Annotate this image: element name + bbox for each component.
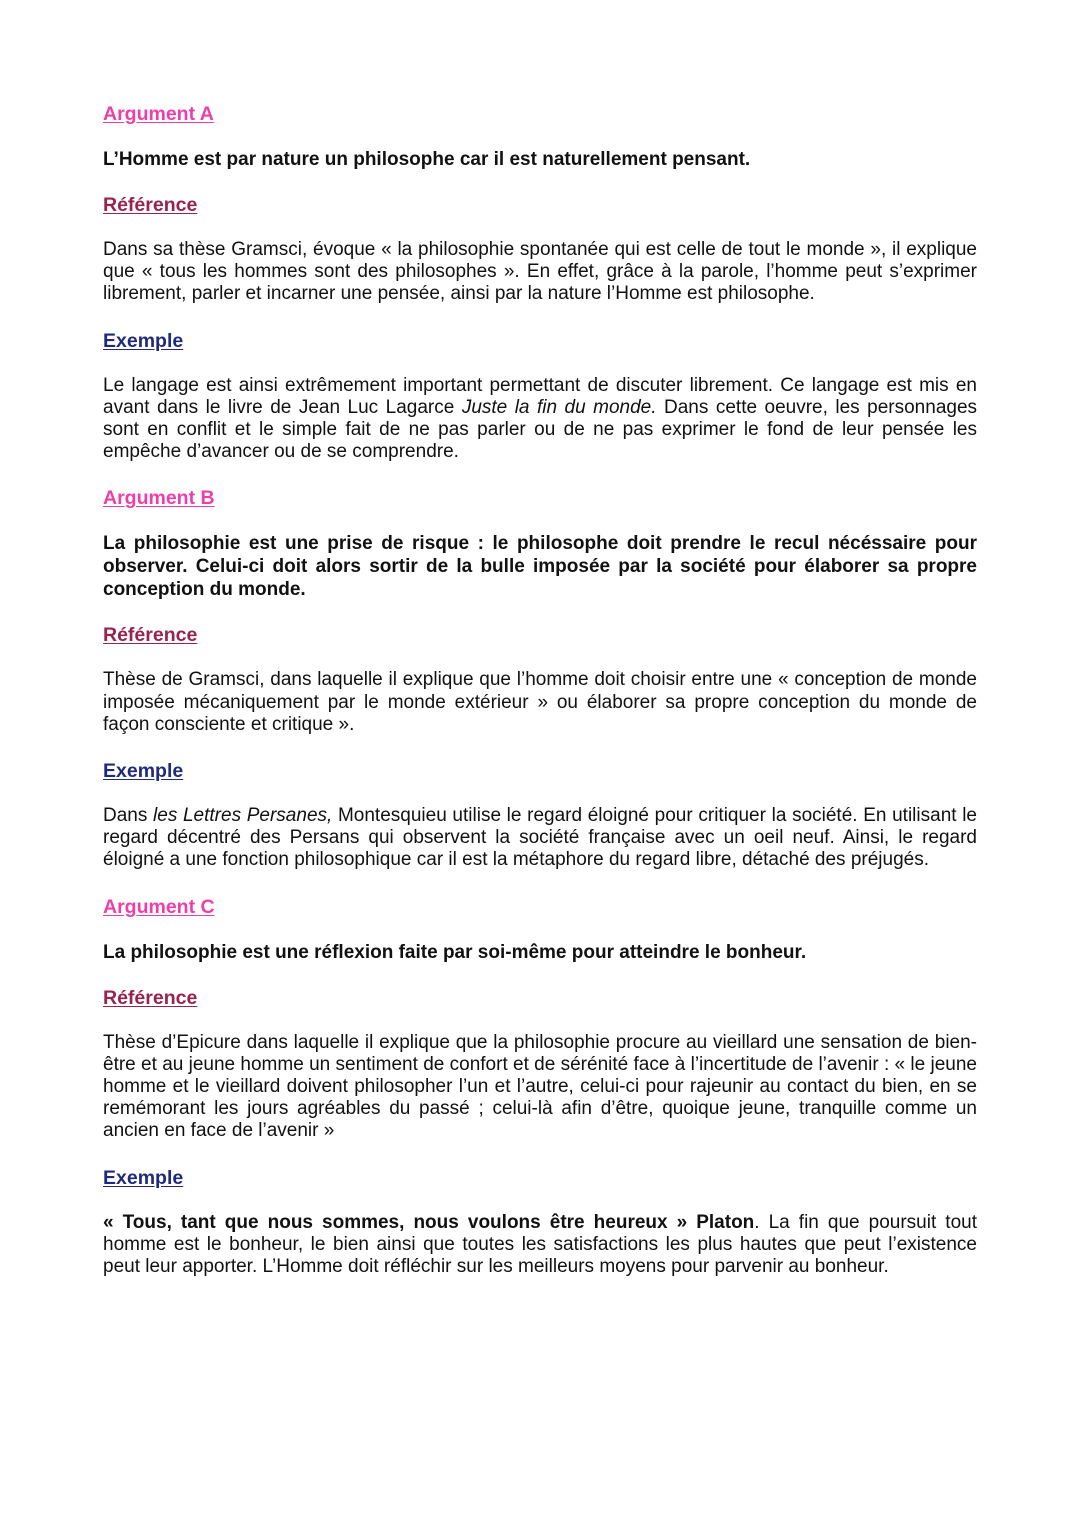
reference-heading: Référence bbox=[103, 624, 198, 647]
example-text bbox=[103, 805, 977, 872]
example-quote-author: Platon bbox=[696, 1211, 755, 1233]
argument-thesis: La philosophie est une prise de risque : le philosophe doit prendre le recul nécéssaire pour observer. Celui-ci doit alors sortir de la bulle imposée par la société pour élaborer sa propre conception du monde. bbox=[103, 533, 977, 601]
argument-heading: Argument A bbox=[103, 103, 214, 125]
example-text-after: Montesquieu utilise le regard éloigné pour critiquer la société. En utilisant le regard décentré des Persans qui observent la société française avec un oeil neuf. Ainsi, le regard éloigné a une fonction philosophique car il est la métaphore du regard libre, détaché des préjugés. bbox=[103, 805, 977, 871]
section-argument-c bbox=[103, 895, 977, 1279]
section-argument-b bbox=[103, 486, 977, 894]
example-book-title: Juste la fin du monde. bbox=[461, 396, 657, 418]
example-text-after: . La fin que poursuit tout homme est le bonheur, le bien ainsi que toutes les satisfactions les plus hautes que peut l’existence peut leur apporter. L’Homme doit réfléchir sur les meilleurs moyens pour parvenir au bonheur. bbox=[103, 1211, 977, 1278]
example-text-after: Dans cette oeuvre, les personnages sont en conflit et le simple fait de ne pas parler ou de ne pas exprimer le fond de leur pensée les empêche d’avancer ou de se comprendre. bbox=[103, 396, 978, 463]
reference-heading: Référence bbox=[103, 986, 198, 1009]
argument-heading: Argument C bbox=[103, 895, 215, 918]
reference-text: Thèse d’Epicure dans laquelle il explique que la philosophie procure au vieillard une sensation de bien-être et au jeune homme un sentiment de confort et de sérénité face à l’incertitude de l’avenir : « le jeune homme et le vieillard doivent philosopher l’un et l’autre, celui-ci pour rajeunir au contact du bien, en se remémorant les jours agréables du passé ; celui-là afin d’être, quoique jeune, tranquille comme un ancien en face de l’avenir » bbox=[103, 1031, 977, 1142]
argument-heading: Argument B bbox=[103, 487, 215, 510]
example-text bbox=[103, 375, 977, 464]
example-book-title: les Lettres Persanes, bbox=[153, 805, 333, 827]
section-argument-a bbox=[103, 102, 977, 486]
example-heading: Exemple bbox=[103, 1166, 184, 1189]
reference-heading: Référence bbox=[103, 194, 198, 216]
example-heading: Exemple bbox=[103, 760, 184, 783]
example-quote: « Tous, tant que nous sommes, nous voulons être heureux » bbox=[103, 1211, 688, 1233]
example-text-before: Dans bbox=[103, 805, 154, 827]
argument-thesis: L’Homme est par nature un philosophe car il est naturellement pensant. bbox=[103, 149, 751, 170]
document-page bbox=[103, 102, 977, 1278]
example-text bbox=[103, 1212, 977, 1279]
example-text-before: Le langage est ainsi extrêmement important permettant de discuter librement. Ce langage est mis en avant dans le livre de Jean Luc Lagarce bbox=[103, 374, 977, 418]
reference-text: Thèse de Gramsci, dans laquelle il explique que l’homme doit choisir entre une « conception de monde imposée mécaniquement par le monde extérieur » ou élaborer sa propre conception du monde de façon consciente et critique ». bbox=[103, 669, 977, 735]
argument-thesis: La philosophie est une réflexion faite par soi-même pour atteindre le bonheur. bbox=[103, 941, 807, 963]
reference-text: Dans sa thèse Gramsci, évoque « la philosophie spontanée qui est celle de tout le monde », il explique que « tous les hommes sont des philosophes ». En effet, grâce à la parole, l’homme peut s’exprimer librement, parler et incarner une pensée, ainsi par la nature l’Homme est philosophe. bbox=[103, 239, 977, 305]
example-heading: Exemple bbox=[103, 329, 184, 352]
